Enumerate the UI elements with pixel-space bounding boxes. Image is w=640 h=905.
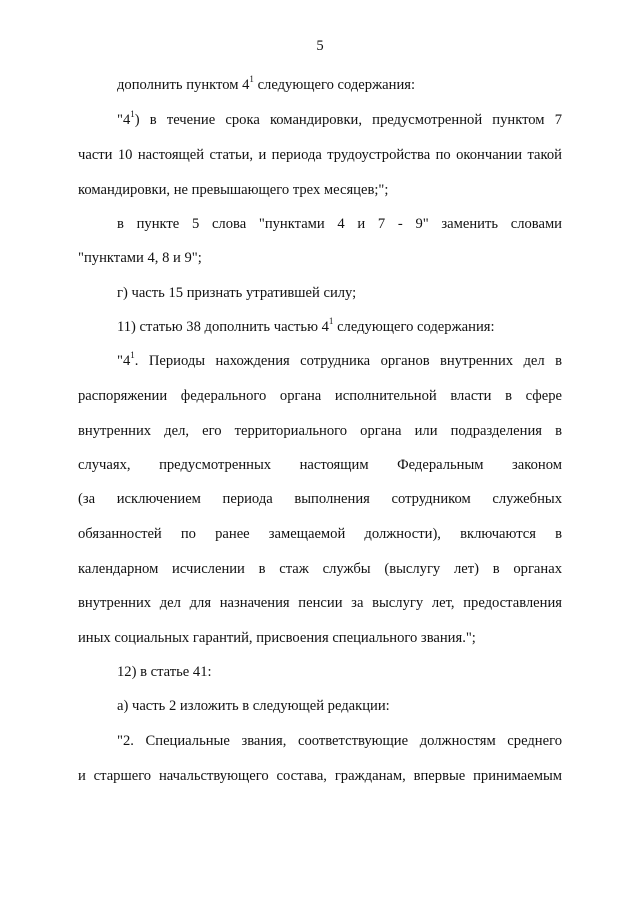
text-line: обязанностей по ранее замещаемой должности), включаются в — [78, 526, 562, 542]
text-line — [117, 352, 562, 370]
text-span: следующего содержания: — [253, 77, 416, 93]
text-line: 12) в статье 41: — [117, 664, 212, 680]
text-span: 11) статью 38 дополнить частью 4 — [117, 319, 329, 335]
text-span: дополнить пунктом 4 — [117, 77, 250, 93]
superscript: 1 — [130, 350, 135, 361]
text-span: ) в течение срока командировки, предусмотренной пунктом 7 — [134, 112, 562, 128]
text-line: (за исключением периода выполнения сотрудником служебных — [78, 491, 562, 507]
superscript: 1 — [130, 109, 135, 120]
text-line: "пунктами 4, 8 и 9"; — [78, 250, 202, 266]
superscript: 1 — [249, 74, 254, 85]
text-span: "4 — [117, 353, 131, 369]
text-line: внутренних дел для назначения пенсии за выслугу лет, предоставления — [78, 595, 562, 611]
text-line: и старшего начальствующего состава, гражданам, впервые принимаемым — [78, 768, 562, 784]
text-line: календарном исчислении в стаж службы (выслугу лет) в органах — [78, 561, 562, 577]
text-line — [117, 111, 562, 129]
text-line: части 10 настоящей статьи, и периода трудоустройства по окончании такой — [78, 147, 562, 163]
text-line: внутренних дел, его территориального органа или подразделения в — [78, 423, 562, 439]
text-line: случаях, предусмотренных настоящим Федеральным законом — [78, 457, 562, 473]
text-line: "2. Специальные звания, соответствующие должностям среднего — [117, 733, 562, 749]
text-line — [117, 318, 495, 336]
text-line: командировки, не превышающего трех месяцев;"; — [78, 182, 389, 198]
text-line: распоряжении федерального органа исполнительной власти в сфере — [78, 388, 562, 404]
page-number: 5 — [316, 38, 324, 54]
text-line: а) часть 2 изложить в следующей редакции: — [117, 698, 390, 714]
text-span: . Периоды нахождения сотрудника органов внутренних дел в — [134, 353, 562, 369]
text-line: г) часть 15 признать утратившей силу; — [117, 285, 357, 301]
text-line: в пункте 5 слова "пунктами 4 и 7 - 9" заменить словами — [117, 216, 562, 232]
text-span: следующего содержания: — [333, 319, 495, 335]
text-span: "4 — [117, 112, 131, 128]
superscript: 1 — [328, 316, 334, 327]
text-line: иных социальных гарантий, присвоения специального звания."; — [78, 630, 476, 646]
text-line — [117, 76, 415, 94]
